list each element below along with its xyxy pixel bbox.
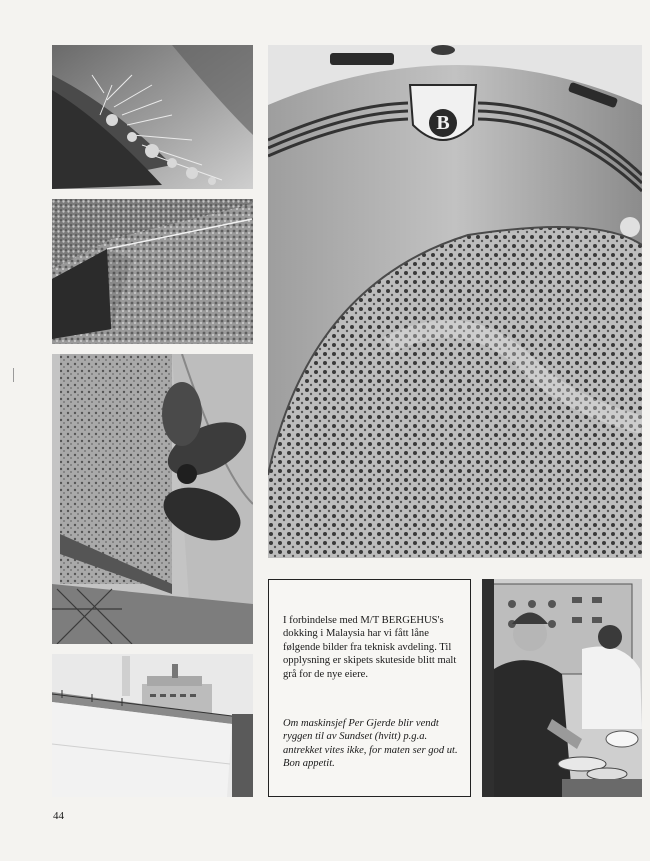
emblem-letter: B (436, 112, 450, 134)
photo-rudder-propeller (52, 354, 253, 644)
margin-mark (13, 368, 14, 382)
photo-bulbous-bow (268, 45, 642, 558)
caption-paragraph: I forbindelse med M/T BERGEHUS's dokking i Malaysia har vi fått låne følgende bilder fra teknisk avdeling. Til opplysning er skipets skuteside blitt malt grå for de nye eiere. (283, 615, 457, 680)
photo-seaweed-growth (52, 45, 253, 189)
caption-box (268, 579, 471, 797)
photo-ship-in-dock (52, 654, 253, 797)
photo-engineer-in-galley (482, 579, 642, 797)
caption-paragraph-italic: Om maskinsjef Per Gjerde blir vendt ryggen til av Sundset (hvitt) p.g.a. antrekket vites ikke, for maten ser god ut. Bon appetit. (283, 718, 458, 770)
page-number: 44 (53, 810, 64, 822)
photo-hull-fouling (52, 199, 253, 344)
